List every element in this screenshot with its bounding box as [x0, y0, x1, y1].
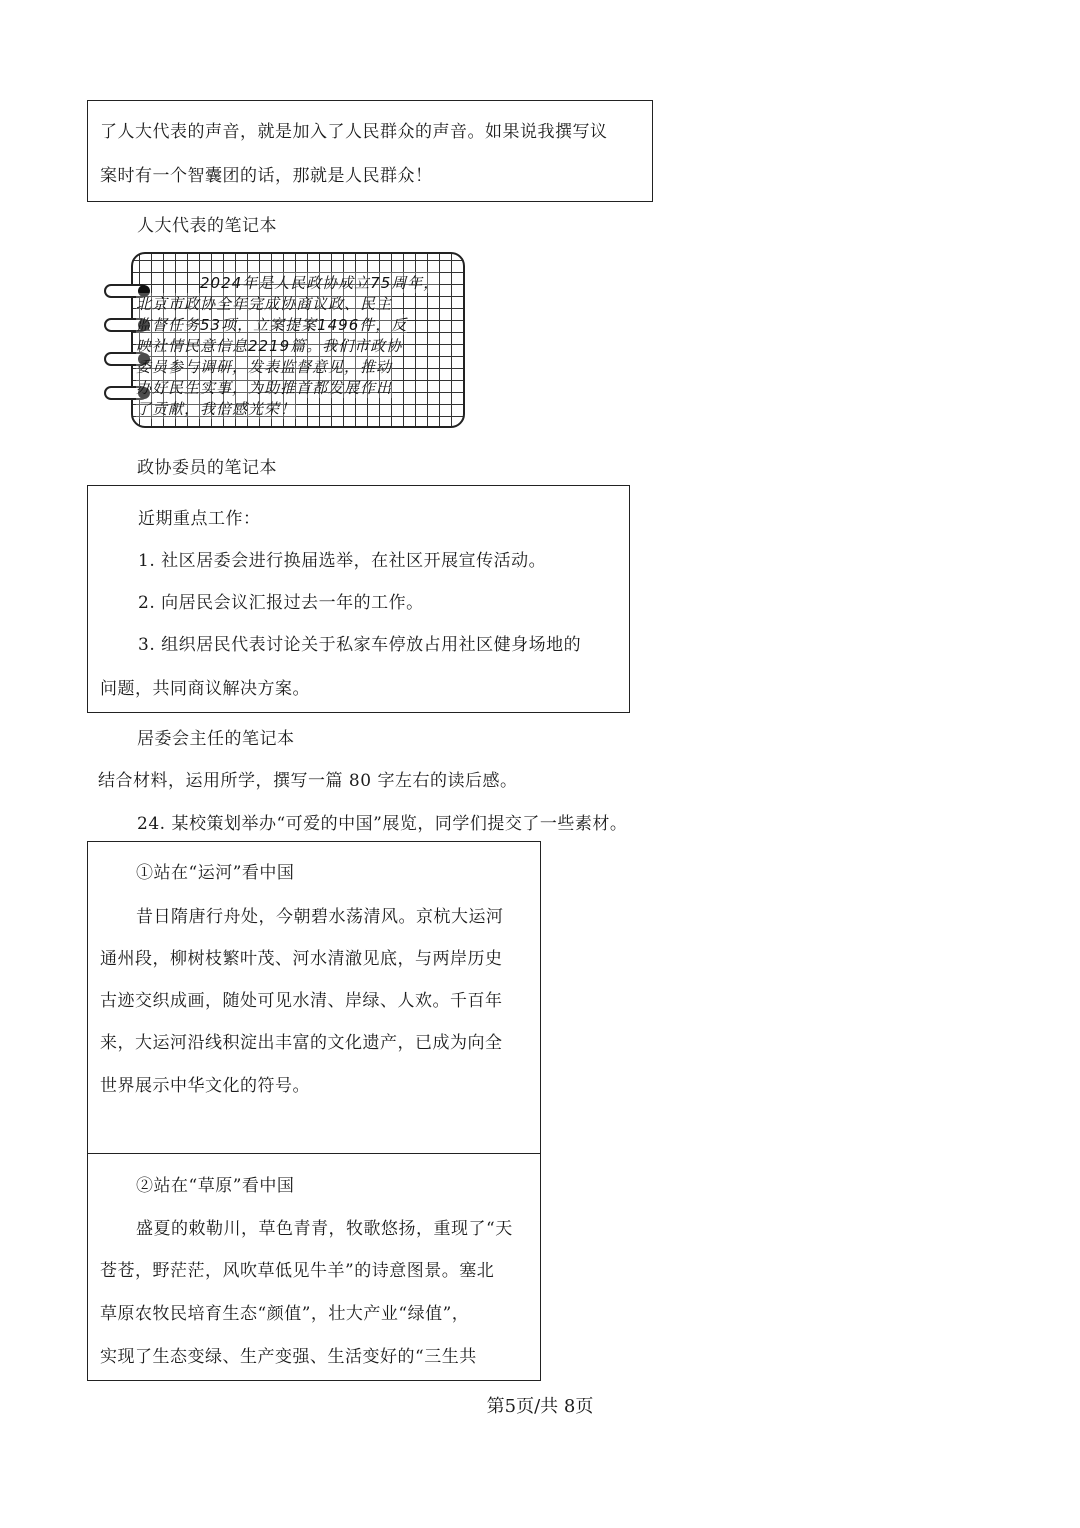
- quote-box: [87, 100, 653, 202]
- cell2-line: 苍苍，野茫茫，风吹草低见牛羊”的诗意图景。塞北: [100, 1261, 495, 1281]
- cell1-line: 古迹交织成画，随处可见水清、岸绿、人欢。千百年: [100, 991, 503, 1011]
- quote-line: 了人大代表的声音，就是加入了人民群众的声音。如果说我撰写议: [100, 122, 608, 142]
- notebook-line: 办好民生实事，为助推首都发展作出: [136, 379, 393, 397]
- notebook-line: 映社情民意信息2219篇。我们市政协: [136, 337, 403, 355]
- question-24: 24. 某校策划举办“可爱的中国”展览，同学们提交了一些素材。: [137, 814, 628, 834]
- caption-cppcc-notebook: 政协委员的笔记本: [137, 458, 277, 478]
- notebook-line: 2024年是人民政协成立75周年，: [200, 274, 440, 292]
- cell1-line: 昔日隋唐行舟处，今朝碧水荡清风。京杭大运河: [136, 907, 504, 927]
- work-plan-item: 问题，共同商议解决方案。: [100, 679, 310, 699]
- work-plan-item: 2. 向居民会议汇报过去一年的工作。: [138, 593, 424, 613]
- notebook-line: 委员参与调研，发表监督意见，推动: [136, 358, 393, 376]
- work-plan-box: [87, 485, 630, 713]
- work-plan-item: 3. 组织居民代表讨论关于私家车停放占用社区健身场地的: [138, 635, 582, 655]
- task-instruction: 结合材料，运用所学，撰写一篇 80 字左右的读后感。: [98, 771, 518, 791]
- notebook-illustration: [104, 252, 468, 430]
- caption-npc-notebook: 人大代表的笔记本: [137, 216, 277, 236]
- notebook-line: 了贡献，我倍感光荣！: [136, 400, 297, 418]
- table-row-divider: [88, 1153, 540, 1154]
- notebook-line: 监督任务53项，立案提案1496件，反: [136, 316, 408, 334]
- page-number: 第5页/共 8页: [486, 1396, 594, 1417]
- notebook-line: 北京市政协全年完成协商议政、民主: [136, 295, 393, 313]
- cell1-line: 来，大运河沿线积淀出丰富的文化遗产，已成为向全: [100, 1033, 503, 1053]
- cell2-line: 实现了生态变绿、生产变强、生活变好的“三生共: [100, 1347, 477, 1367]
- material-table: [87, 841, 541, 1381]
- quote-line: 案时有一个智囊团的话，那就是人民群众！: [100, 166, 433, 186]
- cell2-line: 盛夏的敕勒川，草色青青，牧歌悠扬，重现了“天: [136, 1219, 513, 1239]
- cell2-line: 草原农牧民培育生态“颜值”，壮大产业“绿值”，: [100, 1304, 470, 1324]
- cell1-line: 世界展示中华文化的符号。: [100, 1076, 310, 1096]
- caption-committee-notebook: 居委会主任的笔记本: [137, 729, 295, 749]
- cell1-line: 通州段，柳树枝繁叶茂、河水清澈见底，与两岸历史: [100, 949, 503, 969]
- work-plan-item: 1. 社区居委会进行换届选举，在社区开展宣传活动。: [138, 551, 547, 571]
- cell2-title: ②站在“草原”看中国: [136, 1176, 295, 1196]
- cell1-title: ①站在“运河”看中国: [136, 863, 295, 883]
- work-plan-heading: 近期重点工作：: [138, 509, 261, 529]
